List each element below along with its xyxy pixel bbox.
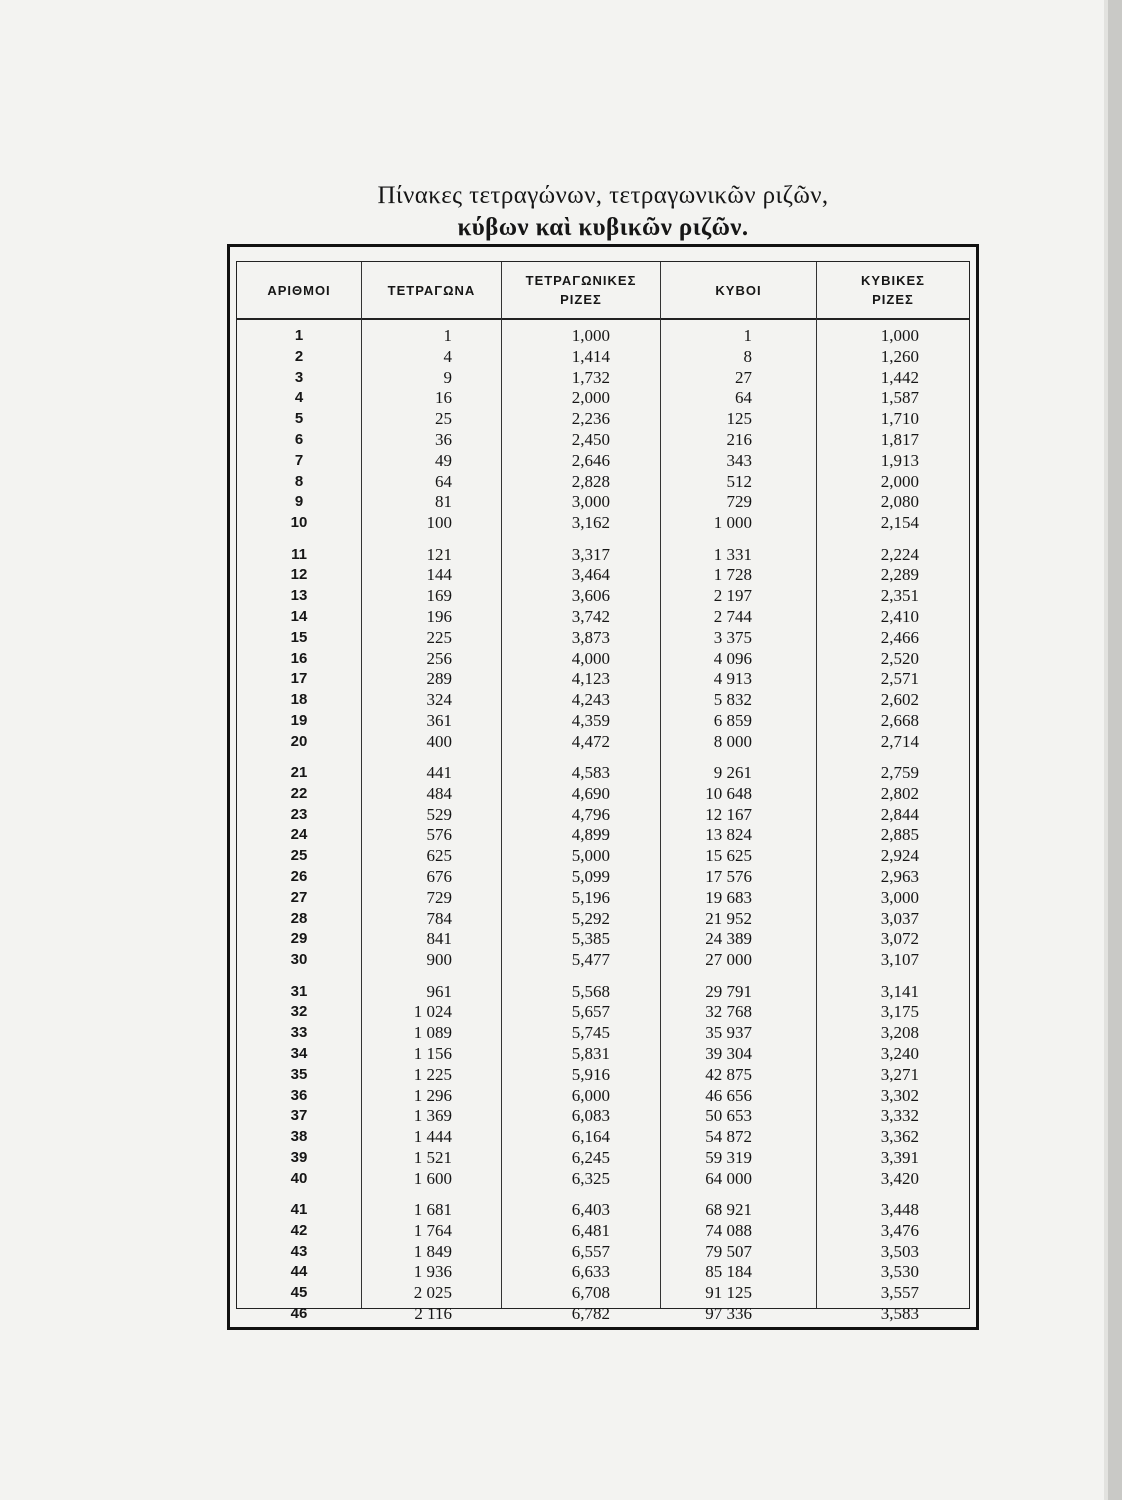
cell-cube-root: 1,817 — [880, 430, 919, 449]
cell-square-root: 2,828 — [571, 471, 610, 491]
cell-square: 1 849 — [413, 1241, 452, 1261]
cell-cube: 68 921 — [705, 1200, 752, 1219]
cell-square-root: 5,099 — [571, 867, 610, 886]
cell-cube-root: 3,302 — [880, 1085, 919, 1105]
header-square: ΤΕΤΡΑΓΩΝΑ — [387, 282, 476, 298]
cell-number: 20 — [290, 732, 308, 750]
cell-square: 2 116 — [414, 1304, 452, 1323]
cell-number: 46 — [290, 1305, 308, 1322]
cell-square-root: 2,236 — [571, 409, 610, 429]
cell-square-root: 3,000 — [571, 492, 610, 512]
cell-square: 1 089 — [413, 1023, 452, 1043]
cell-cube: 343 — [726, 450, 752, 470]
cell-square: 400 — [426, 731, 452, 751]
cell-cube: 1 728 — [713, 565, 752, 585]
cell-number: 37 — [290, 1107, 308, 1125]
cell-cube-root: 3,141 — [880, 981, 919, 1001]
page-edge — [1108, 0, 1122, 1500]
cell-number: 6 — [294, 431, 304, 448]
cell-number: 18 — [290, 691, 308, 709]
cell-number: 4 — [294, 389, 304, 407]
cell-square: 784 — [426, 908, 452, 928]
cell-cube: 97 336 — [705, 1304, 752, 1323]
cell-square-root: 6,245 — [571, 1147, 610, 1167]
cell-cube-root: 2,924 — [880, 846, 919, 866]
cell-cube-root: 2,520 — [880, 648, 919, 668]
cell-cube-root: 2,351 — [880, 586, 919, 606]
header-square-root: ΤΕΤΡΑΓΩΝΙΚΕΣ ΡΙΖΕΣ — [525, 273, 637, 307]
cell-cube: 8 — [743, 346, 752, 366]
cell-cube-root: 3,332 — [880, 1106, 919, 1126]
cell-square-root: 1,414 — [571, 346, 610, 366]
cell-square-root: 4,123 — [571, 669, 610, 689]
cell-square: 841 — [426, 929, 452, 949]
cell-square-root: 3,606 — [571, 586, 610, 606]
cell-number: 39 — [290, 1148, 308, 1166]
cell-square: 1 936 — [413, 1262, 452, 1282]
cell-square-root: 5,292 — [571, 908, 610, 928]
cell-cube-root: 1,587 — [880, 388, 919, 408]
cell-cube-root: 1,000 — [880, 326, 919, 345]
cell-square-root: 5,745 — [571, 1023, 610, 1043]
cell-cube-root: 1,710 — [880, 409, 919, 429]
cell-square-root: 4,796 — [571, 804, 610, 824]
cell-square: 484 — [426, 783, 452, 803]
cell-cube: 4 913 — [713, 669, 752, 689]
cell-number: 26 — [290, 868, 308, 885]
cell-number: 8 — [294, 472, 304, 490]
cell-number: 11 — [291, 545, 307, 563]
cell-number: 5 — [294, 410, 304, 428]
cell-cube-root: 3,476 — [880, 1220, 919, 1240]
cell-cube: 46 656 — [705, 1085, 752, 1105]
cell-square-root: 6,782 — [571, 1304, 610, 1323]
cell-cube: 64 000 — [705, 1168, 752, 1188]
cell-number: 22 — [290, 784, 308, 802]
cell-square-root: 3,464 — [571, 565, 610, 585]
cell-square-root: 4,000 — [571, 648, 610, 668]
cell-number: 15 — [290, 628, 308, 646]
cell-square: 900 — [426, 950, 452, 970]
cell-number: 23 — [290, 805, 308, 823]
cell-square-root: 4,690 — [571, 783, 610, 803]
cell-square: 1 024 — [413, 1002, 452, 1022]
cell-square-root: 1,000 — [571, 326, 610, 345]
cell-square: 729 — [426, 887, 452, 907]
cell-cube: 12 167 — [705, 804, 752, 824]
cell-cube-root: 2,080 — [880, 492, 919, 512]
table — [236, 261, 970, 1323]
cell-cube: 19 683 — [705, 887, 752, 907]
cell-cube: 35 937 — [705, 1023, 752, 1043]
cell-square-root: 6,633 — [571, 1262, 610, 1282]
header-cube: ΚΥΒΟΙ — [715, 282, 762, 298]
cell-square-root: 6,325 — [571, 1168, 610, 1188]
cell-cube-root: 2,885 — [880, 825, 919, 845]
cell-square-root: 5,831 — [571, 1043, 610, 1063]
cell-cube: 27 000 — [705, 950, 752, 970]
cell-square-root: 1,732 — [571, 367, 610, 387]
cell-square-root: 3,317 — [571, 544, 610, 564]
cell-cube-root: 2,759 — [880, 763, 919, 782]
cell-square-root: 5,657 — [571, 1002, 610, 1022]
cell-cube-root: 2,802 — [880, 783, 919, 803]
cell-cube: 10 648 — [705, 783, 752, 803]
cell-cube-root: 2,410 — [880, 606, 919, 626]
cell-number: 33 — [290, 1024, 308, 1042]
cell-number: 16 — [290, 649, 308, 667]
cell-square-root: 6,481 — [571, 1220, 610, 1240]
cell-number: 45 — [290, 1284, 308, 1302]
cell-square: 576 — [426, 825, 452, 845]
cell-square: 144 — [426, 565, 452, 585]
cell-cube: 39 304 — [705, 1043, 752, 1063]
cell-cube-root: 2,963 — [880, 867, 919, 886]
cell-cube: 6 859 — [713, 710, 752, 730]
cell-square: 9 — [443, 367, 452, 387]
cell-cube: 2 744 — [713, 606, 752, 626]
cell-square: 1 444 — [413, 1127, 452, 1147]
cell-cube: 15 625 — [705, 846, 752, 866]
cell-square-root: 5,568 — [571, 981, 610, 1001]
cell-cube: 24 389 — [705, 929, 752, 949]
cell-square: 1 764 — [413, 1220, 452, 1240]
cell-cube: 512 — [726, 471, 752, 491]
cell-cube-root: 3,420 — [880, 1168, 919, 1188]
cell-cube-root: 2,000 — [880, 471, 919, 491]
cell-cube-root: 2,668 — [880, 710, 919, 730]
cell-cube: 27 — [735, 367, 752, 387]
cell-cube-root: 2,602 — [880, 690, 919, 710]
cell-number: 31 — [290, 982, 308, 1000]
cell-cube: 2 197 — [713, 586, 752, 606]
cell-square: 256 — [426, 648, 452, 668]
cell-square: 361 — [426, 710, 452, 730]
cell-square: 64 — [435, 471, 452, 491]
cell-number: 9 — [294, 493, 304, 511]
cell-number: 25 — [290, 847, 308, 865]
cell-square: 1 296 — [413, 1085, 452, 1105]
cell-number: 21 — [290, 764, 308, 781]
cell-cube: 1 — [743, 326, 752, 345]
cell-square-root: 6,708 — [571, 1283, 610, 1303]
cell-square-root: 3,162 — [571, 513, 610, 533]
cell-cube: 1 000 — [713, 513, 752, 533]
cell-number: 14 — [290, 607, 308, 625]
cell-cube-root: 2,714 — [880, 731, 919, 751]
table-outer-frame — [227, 244, 979, 1330]
cell-square: 4 — [443, 346, 452, 366]
cell-cube-root: 3,530 — [880, 1262, 919, 1282]
cell-square-root: 2,450 — [571, 430, 610, 449]
cell-number: 12 — [290, 566, 308, 584]
cell-square: 289 — [426, 669, 452, 689]
cell-cube-root: 3,037 — [880, 908, 919, 928]
cell-square: 1 600 — [413, 1168, 452, 1188]
cell-square-root: 4,243 — [571, 690, 610, 710]
cell-square-root: 4,359 — [571, 710, 610, 730]
cell-square: 196 — [426, 606, 452, 626]
cell-cube: 13 824 — [705, 825, 752, 845]
cell-number: 44 — [290, 1263, 308, 1281]
cell-cube-root: 3,362 — [880, 1127, 919, 1147]
cell-cube: 125 — [726, 409, 752, 429]
cell-cube: 17 576 — [705, 867, 752, 886]
cell-square-root: 2,646 — [571, 450, 610, 470]
cell-number: 30 — [290, 951, 308, 969]
cell-cube: 9 261 — [713, 763, 752, 782]
cell-square: 121 — [426, 544, 452, 564]
cell-cube-root: 1,913 — [880, 450, 919, 470]
cell-square-root: 6,000 — [571, 1085, 610, 1105]
cell-number: 10 — [290, 514, 308, 532]
cell-number: 3 — [294, 368, 304, 386]
cell-square: 676 — [426, 867, 452, 886]
cell-cube: 59 319 — [705, 1147, 752, 1167]
cell-square-root: 6,083 — [571, 1106, 610, 1126]
cell-cube: 50 653 — [705, 1106, 752, 1126]
cell-square: 961 — [426, 981, 452, 1001]
cell-number: 29 — [290, 930, 308, 948]
cell-cube: 21 952 — [705, 908, 752, 928]
cell-square: 36 — [435, 430, 452, 449]
cell-number: 28 — [290, 909, 308, 927]
cell-square-root: 5,196 — [571, 887, 610, 907]
cell-cube: 74 088 — [705, 1220, 752, 1240]
cell-cube: 5 832 — [713, 690, 752, 710]
cell-square: 100 — [426, 513, 452, 533]
cell-square-root: 6,164 — [571, 1127, 610, 1147]
cell-number: 35 — [290, 1065, 308, 1083]
cell-square: 1 369 — [413, 1106, 452, 1126]
cell-number: 24 — [290, 826, 308, 844]
cell-square: 81 — [435, 492, 452, 512]
cell-number: 38 — [290, 1128, 308, 1146]
cell-cube-root: 3,503 — [880, 1241, 919, 1261]
cell-number: 7 — [294, 451, 304, 469]
cell-number: 1 — [294, 327, 304, 344]
cell-square-root: 5,477 — [571, 950, 610, 970]
cell-cube: 91 125 — [705, 1283, 752, 1303]
cell-square: 441 — [426, 763, 452, 782]
cell-cube-root: 3,000 — [880, 887, 919, 907]
cell-cube: 4 096 — [713, 648, 752, 668]
cell-cube: 42 875 — [705, 1064, 752, 1084]
cell-number: 2 — [294, 347, 304, 365]
cell-square-root: 5,916 — [571, 1064, 610, 1084]
cell-square: 16 — [435, 388, 452, 408]
cell-cube-root: 3,175 — [880, 1002, 919, 1022]
cell-cube-root: 3,448 — [880, 1200, 919, 1219]
cell-square: 2 025 — [413, 1283, 452, 1303]
cell-cube-root: 3,391 — [880, 1147, 919, 1167]
cell-cube-root: 2,154 — [880, 513, 919, 533]
cell-square-root: 4,472 — [571, 731, 610, 751]
table-title-line-1: Πίνακες τετραγώνων, τετραγωνικῶν ριζῶν, — [377, 182, 829, 209]
cell-square-root: 5,000 — [571, 846, 610, 866]
cell-square: 324 — [426, 690, 452, 710]
cell-number: 13 — [290, 587, 308, 605]
header-number: ΑΡΙΘΜΟΙ — [267, 282, 331, 298]
cell-cube: 64 — [735, 388, 752, 408]
cell-cube: 85 184 — [705, 1262, 752, 1282]
cell-cube-root: 2,466 — [880, 627, 919, 647]
cell-number: 40 — [290, 1169, 308, 1187]
cell-cube: 1 331 — [713, 544, 752, 564]
cell-cube-root: 2,844 — [880, 804, 919, 824]
cell-number: 34 — [290, 1044, 308, 1062]
cell-cube-root: 3,271 — [880, 1064, 919, 1084]
cell-cube-root: 3,583 — [880, 1304, 919, 1323]
cell-square: 225 — [426, 627, 452, 647]
cell-cube-root: 3,240 — [880, 1043, 919, 1063]
cell-square-root: 3,742 — [571, 606, 610, 626]
cell-number: 42 — [290, 1221, 308, 1239]
cell-square: 1 225 — [413, 1064, 452, 1084]
cell-number: 32 — [290, 1003, 308, 1021]
cell-square: 1 681 — [413, 1200, 452, 1219]
cell-cube: 32 768 — [705, 1002, 752, 1022]
cell-cube: 29 791 — [705, 981, 752, 1001]
cell-cube: 729 — [726, 492, 752, 512]
table-header — [237, 262, 969, 320]
cell-square-root: 4,899 — [571, 825, 610, 845]
cell-cube-root: 3,208 — [880, 1023, 919, 1043]
cell-square: 49 — [435, 450, 452, 470]
cell-square: 1 521 — [413, 1147, 452, 1167]
cell-number: 27 — [290, 888, 308, 906]
cell-number: 36 — [290, 1086, 308, 1104]
cell-cube-root: 2,289 — [880, 565, 919, 585]
cell-cube-root: 2,571 — [880, 669, 919, 689]
cell-square: 1 156 — [413, 1043, 452, 1063]
cell-cube-root: 3,557 — [880, 1283, 919, 1303]
cell-square-root: 3,873 — [571, 627, 610, 647]
cell-cube-root: 3,107 — [880, 950, 919, 970]
cell-cube-root: 3,072 — [880, 929, 919, 949]
cell-number: 43 — [290, 1242, 308, 1260]
cell-cube: 8 000 — [713, 731, 752, 751]
cell-square-root: 6,403 — [571, 1200, 610, 1219]
cell-cube: 3 375 — [713, 627, 752, 647]
cell-cube: 216 — [726, 430, 752, 449]
cell-square-root: 6,557 — [571, 1241, 610, 1261]
cell-cube-root: 1,442 — [880, 367, 919, 387]
cell-cube: 79 507 — [705, 1241, 752, 1261]
cell-cube: 54 872 — [705, 1127, 752, 1147]
cell-number: 17 — [290, 670, 308, 688]
cell-square-root: 5,385 — [571, 929, 610, 949]
header-cube-root: ΚΥΒΙΚΕΣ ΡΙΖΕΣ — [861, 273, 925, 307]
cell-number: 41 — [290, 1201, 308, 1218]
cell-number: 19 — [290, 711, 308, 729]
cell-square: 529 — [426, 804, 452, 824]
table-title-line-2: κύβων καὶ κυβικῶν ριζῶν. — [457, 214, 749, 241]
cell-cube-root: 2,224 — [880, 544, 919, 564]
cell-square: 625 — [426, 846, 452, 866]
cell-square-root: 4,583 — [571, 763, 610, 782]
cell-square: 1 — [443, 326, 452, 345]
cell-square: 25 — [435, 409, 452, 429]
cell-square: 169 — [426, 586, 452, 606]
cell-square-root: 2,000 — [571, 388, 610, 408]
cell-cube-root: 1,260 — [880, 346, 919, 366]
